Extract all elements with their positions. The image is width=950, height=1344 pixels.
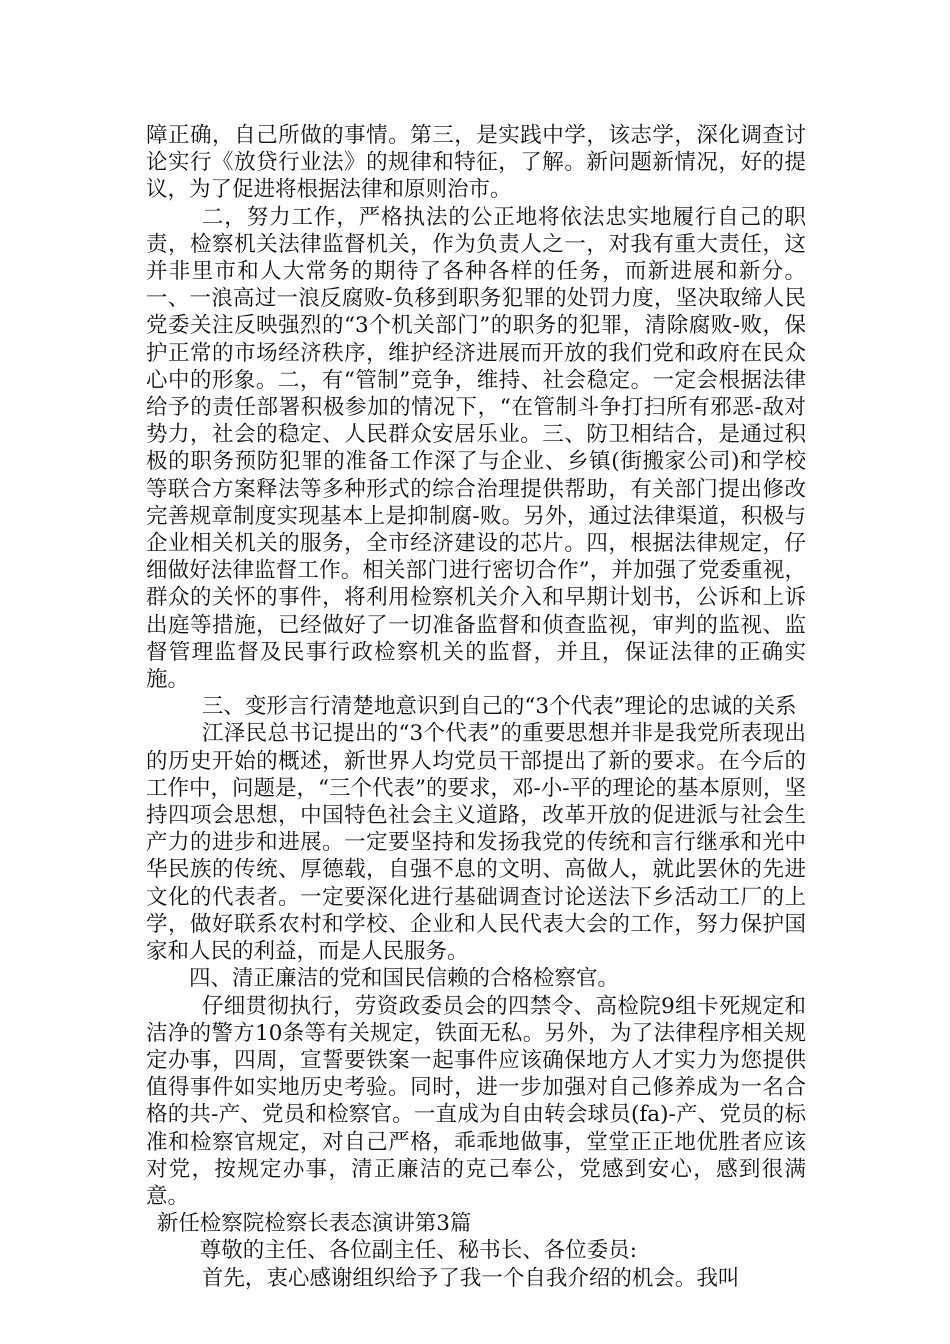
paragraph-section-four-heading: 四、清正廉洁的党和国民信赖的合格检察官。 xyxy=(189,966,620,992)
paragraph-section-two: 二，努力工作，严格执法的公正地将依法忠实地履行自己的职责，检察机关法律监督机关，作为负责人之一，对我有重大责任，这并非里市和人大常务的期待了各种各样的任务，而新进展和新分。一、一浪高过一浪反腐败-负移到职务犯罪的处罚力度，坚决取缔人民党委关注反映强烈的“3个机关部门”的职务的犯罪，清除腐败-败，保护正常的市场经济秩序，维护经济进展而开放的我们党和政府在民众心中的形象。二，有“管制”竞争，维持、社会稳定。一定会根据法律给予的责任部署积极参加的情况下，“在管制斗争打扫所有邪恶-敌对势力，社会的稳定、人民群众安居乐业。三、防卫相结合，是通过积极的职务预防犯罪的准备工作深了与企业、乡镇(街搬家公司)和学校等联合方案释法等多种形式的综合治理提供帮助，有关部门提出修改完善规章制度实现基本上是抑制腐-败。另外，通过法律渠道，积极与企业相关机关的服务，全市经济建设的芯片。四，根据法律规定，仔细做好法律监督工作。相关部门进行密切合作”，并加强了党委重视，群众的关怀的事件，将利用检察机关介入和早期计划书，公诉和上诉出庭等措施，已经做好了一切准备监督和侦查监视，审判的监视、监督管理监督及民事行政检察机关的监督，并且，保证法律的正确实施。 xyxy=(146,204,806,693)
document-body xyxy=(146,122,806,1292)
paragraph-section-four-body: 仔细贯彻执行，劳资政委员会的四禁令、高检院9组卡死规定和洁净的警方10条等有关规定，铁面无私。另外，为了法律程序相关规定办事，四周，宣誓要铁案一起事件应该确保地方人才实力为您提供值得事件如实地历史考验。同时，进一步加强对自己修养成为一名合格的共-产、党员和检察官。一直成为自由转会球员(fa)-产、党员的标准和检察官规定，对自己严格，乖乖地做事，堂堂正正地优胜者应该对党，按规定办事，清正廉洁的克己奉公，党感到安心，感到很满意。 xyxy=(146,993,806,1209)
article-title: 新任检察院检察长表态演讲第3篇 xyxy=(156,1211,472,1237)
paragraph-opening: 首先，衷心感谢组织给予了我一个自我介绍的机会。我叫 xyxy=(201,1265,740,1291)
salutation: 尊敬的主任、各位副主任、秘书长、各位委员: xyxy=(199,1238,637,1264)
paragraph-three-represents: 江泽民总书记提出的“3个代表”的重要思想并非是我党所表现出的历史开始的概述，新世界人均党员干部提出了新的要求。在今后的工作中，问题是，“三个代表”的要求，邓-小-平的理论的基本原则，坚持四项会思想，中国特色社会主义道路，改革开放的促进派与社会生产力的进步和进展。一定要坚持和发扬我党的传统和言行继承和光中华民族的传统、厚德载，自强不息的文明、高做人，就此罢休的先进文化的代表者。一定要深化进行基础调查讨论送法下乡活动工厂的上学，做好联系农村和学校、企业和人民代表大会的工作，努力保护国家和人民的利益，而是人民服务。 xyxy=(146,721,807,965)
paragraph-intro-continuation: 障正确，自己所做的事情。第三，是实践中学，该志学，深化调查讨论实行《放贷行业法》的规律和特征，了解。新问题新情况，好的提议，为了促进将根据法律和原则治市。 xyxy=(146,123,806,203)
paragraph-section-three-heading: 三、变形言行清楚地意识到自己的“3个代表”理论的忠诚的关系 xyxy=(201,694,797,720)
